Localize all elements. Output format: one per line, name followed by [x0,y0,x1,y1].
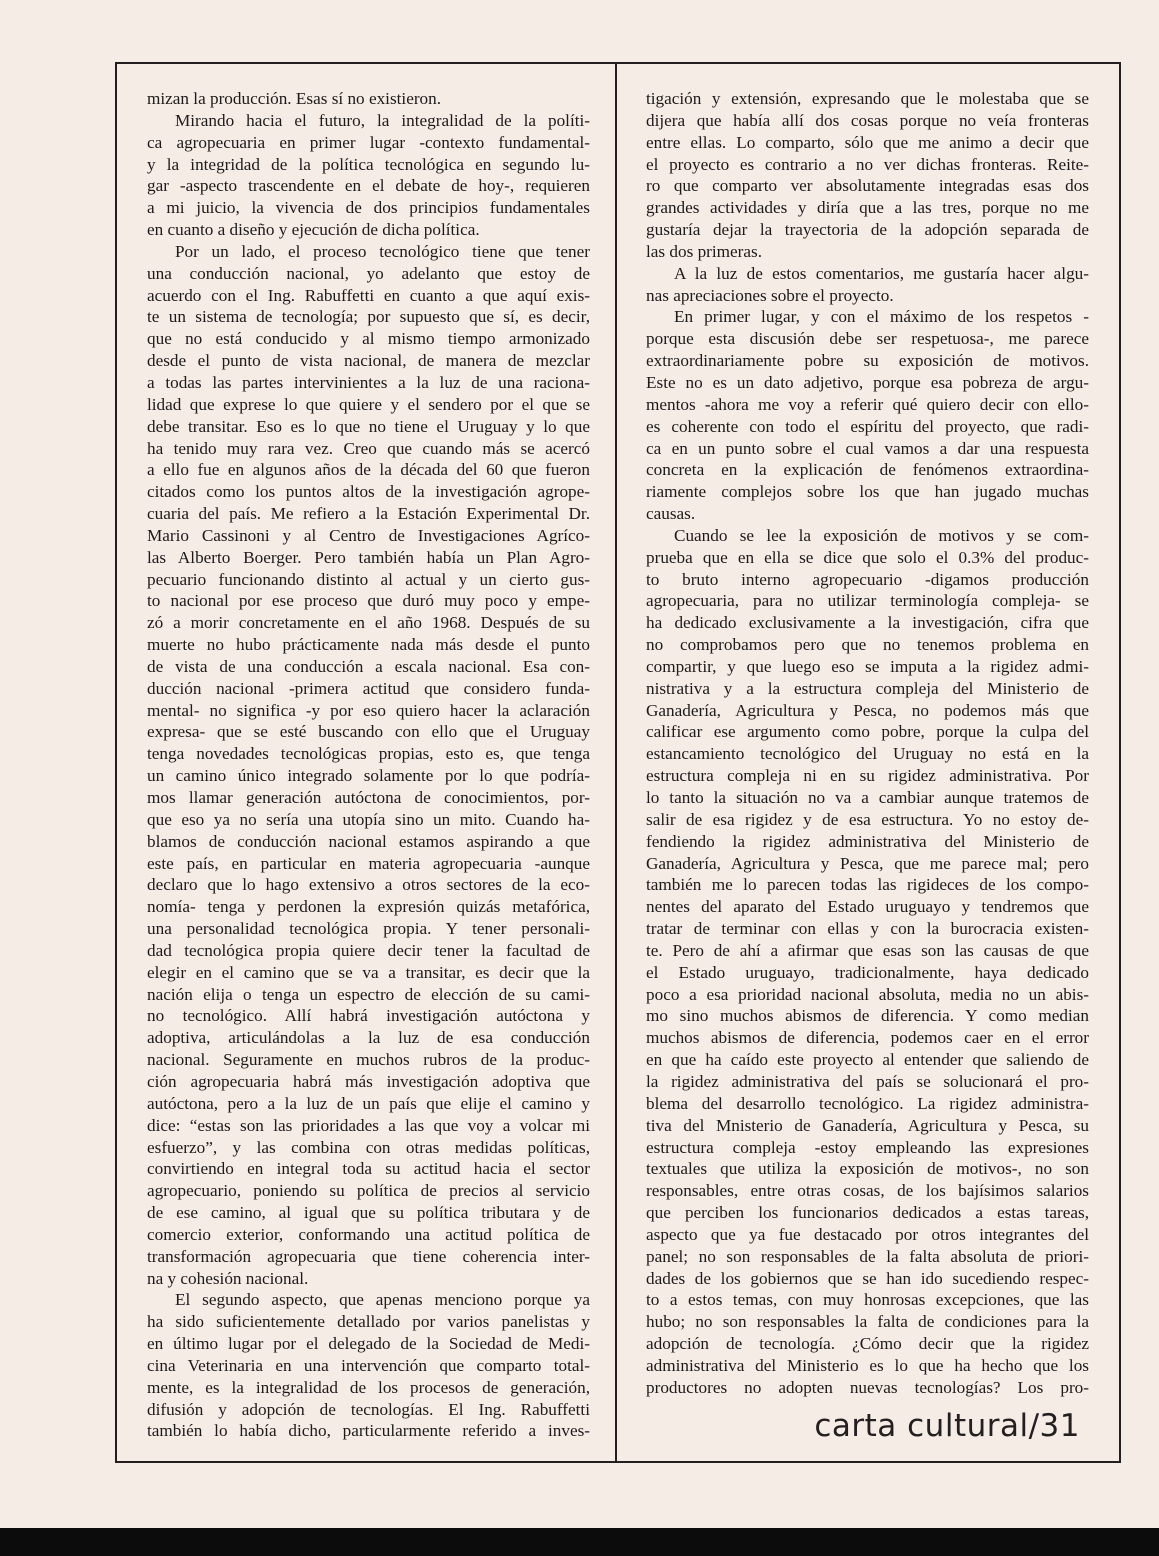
text-line: lidad que exprese lo que quiere y el sendero por el que se [147,394,590,414]
text-line: no tecnológico. Allí habrá investigación autóctona y [147,1006,590,1026]
text-line: blamos de conducción nacional estamos aspirando a que [147,831,590,851]
text-line: ca en un punto sobre el cual vamos a dar una respuesta [646,438,1089,458]
text-line: autóctona, pero a la luz de un país que elije el camino y [147,1093,590,1113]
text-line: El segundo aspecto, que apenas menciono porque ya [175,1290,590,1310]
text-line: fendiendo la rigidez administrativa del Ministerio de [646,831,1089,851]
text-line: que no está conducido y al mismo tiempo armonizado [147,329,590,349]
text-line: esfuerzo”, y las combina con otras medidas políticas, [147,1137,590,1157]
text-line: pecuario funcionando distinto al actual y un cierto gus- [147,569,590,589]
magazine-page-footer: carta cultural/31 [814,1408,1080,1444]
text-line: blema del desarrollo tecnológico. La rigidez administra- [646,1093,1089,1113]
text-line: agropecuaria, para no utilizar terminología compleja- se [646,591,1089,611]
text-line: Ganadería, Agricultura y Pesca, no podemos más que [646,700,1089,720]
text-line: prueba que en ella se dice que solo el 0.3% del produc- [646,547,1089,567]
text-line: en último lugar por el delegado de la Sociedad de Medi- [147,1334,590,1354]
text-line: el Estado uruguayo, tradicionalmente, haya dedicado [646,962,1089,982]
text-line: ro que comparto ver absolutamente integradas esas dos [646,176,1089,196]
text-line: un camino único integrado solamente por lo que podría- [147,766,590,786]
text-line: también lo había dicho, particularmente referido a inves- [147,1421,590,1441]
text-line: elegir en el camino que se va a transitar, es decir que la [147,962,590,982]
text-line: zó a morir concretamente en el año 1968. Después de su [147,613,590,633]
paragraph [147,88,590,110]
text-line: en que ha caído este proyecto al entender que saliendo de [646,1050,1089,1070]
text-line: Cuando se lee la exposición de motivos y se com- [674,525,1089,545]
text-line: mo sino muchos abismos de diferencia. Y como median [646,1006,1089,1026]
text-line: cina Veterinaria en una intervención que comparto total- [147,1355,590,1375]
text-line: citados como los puntos altos de la investigación agrope- [147,482,590,502]
text-line: ha tenido muy rara vez. Creo que cuando más se acercó [147,438,590,458]
text-line: estructura compleja ni en su rigidez administrativa. Por [646,766,1089,786]
text-line: este país, en particular en materia agropecuaria -aunque [147,853,590,873]
text-line: na y cohesión nacional. [147,1268,309,1288]
paragraph [147,110,590,241]
text-line: responsables, entre otras cosas, de los bajísimos salarios [646,1181,1089,1201]
text-line: Mario Cassinoni y al Centro de Investigaciones Agríco- [147,525,590,545]
text-line: difusión y adopción de tecnologías. El Ing. Rabuffetti [147,1399,590,1419]
text-line: adoptiva, articulándolas a la luz de esa conducción [147,1028,590,1048]
text-line: entre ellas. Lo comparto, sólo que me animo a decir que [646,132,1089,152]
text-line: A la luz de estos comentarios, me gustaría hacer algu- [674,263,1089,283]
text-line: ha dedicado exclusivamente a la investigación, cifra que [646,613,1089,633]
text-line: En primer lugar, y con el máximo de los respetos - [674,307,1089,327]
text-line: te. Pero de ahí a afirmar que esas son las causas de que [646,940,1089,960]
text-line: declaro que lo hago extensivo a otros sectores de la eco- [147,875,590,895]
text-line: Por un lado, el proceso tecnológico tiene que tener [175,241,590,261]
text-line: hubo; no son responsables la falta de condiciones para la [646,1312,1089,1332]
paragraph [646,88,1089,263]
text-line: adopción de tecnología. ¿Cómo decir que la rigidez [646,1334,1089,1354]
text-line: una personalidad tecnológica propia. Y tener personali- [147,919,590,939]
text-line: de vista de una conducción a escala nacional. Esa con- [147,656,590,676]
text-line: ha sido suficientemente detallado por varios panelistas y [147,1312,590,1332]
text-line: comercio exterior, conformando una actitud política de [147,1224,590,1244]
text-line: to bruto interno agropecuario -digamos producción [646,569,1089,589]
text-line: una conducción nacional, yo adelanto que estoy de [147,263,590,283]
text-line: mos llamar generación autóctona de conocimientos, por- [147,788,590,807]
text-line: lo tanto la situación no va a cambiar aunque tratemos de [646,788,1089,807]
text-line: estancamiento tecnológico del Uruguay no está en la [646,744,1089,764]
text-line: Este no es un dato adjetivo, porque esa pobreza de argu- [646,372,1089,392]
text-line: tigación y extensión, expresando que le molestaba que se [646,89,1089,108]
text-line: no comprobamos pero que no tenemos problema en [646,635,1089,655]
text-line: calificar ese argumento como pobre, porque la culpa del [646,722,1089,742]
text-line: dad tecnológica propia quiere decir tener la facultad de [147,940,590,960]
text-line: Mirando hacia el futuro, la integralidad de la políti- [175,110,590,130]
text-line: poco a esa prioridad nacional absoluta, media no un abis- [646,984,1089,1004]
text-line: las Alberto Boerger. Pero también había un Plan Agro- [147,547,590,567]
text-line: salir de esa rigidez y de esa estructura. Yo no estoy de- [646,809,1089,829]
text-line: ción agropecuaria habrá más investigación adoptiva que [147,1071,590,1091]
text-line: que perciben los funcionarios dedicados a estas tareas, [646,1203,1089,1223]
text-line: estructura compleja -estoy empleando las expresiones [646,1137,1089,1157]
text-line: dice: “estas son las prioridades a las que voy a volcar mi [147,1115,590,1135]
text-line: desde el punto de vista nacional, de manera de mezclar [147,351,590,371]
text-line: también me lo parecen todas las rigideces de los compo- [646,875,1089,895]
text-line: causas. [646,504,696,524]
text-line: mentos -ahora me voy a referir qué quiero decir con ello- [646,394,1089,414]
text-line: ducción nacional -primera actitud que considero funda- [147,678,590,698]
text-line: mental- no significa -y por eso quiero hacer la aclaración [147,700,590,720]
text-line: tiva del Mnisterio de Ganadería, Agricultura y Pesca, su [646,1115,1089,1135]
text-line: porque esta discusión debe ser respetuosa-, me parece [646,329,1089,349]
paragraph [646,306,1089,524]
text-line: muchos abismos de diferencia, podemos caer en el error [646,1028,1089,1048]
text-line: expresa- que se esté buscando con ello que el Uruguay [147,722,590,742]
text-line: en cuanto a diseño y ejecución de dicha política. [147,220,480,240]
text-line: to nacional por ese proceso que duró muy poco y empe- [147,591,590,611]
text-line: acuerdo con el Ing. Rabuffetti en cuanto a que aquí exis- [147,285,590,305]
text-line: mizan la producción. Esas sí no existieron. [147,89,442,108]
text-column-left [147,88,590,1442]
scan-bottom-edge [0,1528,1159,1556]
text-line: tratar de terminar con ellas y con la burocracia existen- [646,919,1089,939]
text-line: Ganadería, Agricultura y Pesca, que me parece mal; pero [646,853,1089,873]
text-line: y la integridad de la política tecnológica en segundo lu- [147,154,590,174]
text-line: riamente complejos sobre los que han jugado muchas [646,482,1089,502]
column-divider [615,62,617,1463]
text-line: nacional. Seguramente en muchos rubros de la produc- [147,1050,590,1070]
text-line: administrativa del Ministerio es lo que ha hecho que los [646,1355,1089,1375]
text-line: que eso ya no sería una utopía sino un mito. Cuando ha- [147,809,590,829]
text-line: las dos primeras. [646,241,762,261]
text-line: es coherente con todo el espíritu del proyecto, que radi- [646,416,1089,436]
text-line: nación elija o tenga un espectro de elección de su cami- [147,984,590,1004]
text-line: nentes del aparato del Estado uruguayo y tendremos que [646,897,1089,917]
text-line: agropecuario, poniendo su política de precios al servicio [147,1181,590,1201]
text-line: te un sistema de tecnología; por supuesto que sí, es decir, [147,307,590,327]
text-line: productores no adopten nuevas tecnologías? Los pro- [646,1377,1089,1397]
text-line: panel; no son responsables de la falta absoluta de priori- [646,1246,1089,1266]
paragraph [646,525,1089,1399]
text-line: cuaria del país. Me refiero a la Estación Experimental Dr. [147,504,590,524]
text-line: aspecto que ya fue destacado por otros integrantes del [646,1224,1089,1244]
text-line: muerte no hubo prácticamente nada más desde el punto [147,635,590,655]
text-line: compartir, y que luego eso se imputa a la rigidez admi- [646,656,1089,676]
text-line: a ello fue en algunos años de la década del 60 que fueron [147,460,590,480]
text-line: a mi juicio, la vivencia de dos principios fundamentales [147,198,590,218]
text-line: convirtiendo en integral toda su actitud hacia el sector [147,1159,590,1179]
text-line: debe transitar. Eso es lo que no tiene el Uruguay y lo que [147,416,590,436]
paragraph [646,263,1089,307]
text-line: extraordinariamente pobre su exposición de motivos. [646,351,1089,371]
paragraph [147,241,590,1290]
text-line: dades de los gobiernos que se han ido sucediendo respec- [646,1268,1089,1288]
paragraph [147,1289,590,1442]
text-line: to a estos temas, con muy honrosas excepciones, que las [646,1290,1089,1310]
text-line: nistrativa y a la estructura compleja del Ministerio de [646,678,1089,698]
text-line: ca agropecuaria en primer lugar -contexto fundamental- [147,132,590,152]
text-line: grandes actividades y diría que a las tres, porque no me [646,198,1089,218]
text-line: nomía- tenga y perdonen la expresión quizás metafórica, [147,897,590,917]
text-line: concreta en la explicación de fenómenos extraordina- [646,460,1089,480]
text-line: transformación agropecuaria que tiene coherencia inter- [147,1246,590,1266]
text-line: de ese camino, al igual que su política tributara y de [147,1203,590,1223]
text-line: a todas las partes intervinientes a la luz de una raciona- [147,372,590,392]
text-line: tenga novedades tecnológicas propias, esto es, que tenga [147,744,590,764]
text-line: la rigidez administrativa del país se solucionará el pro- [646,1071,1089,1091]
text-line: gar -aspecto trascendente en el debate de hoy-, requieren [147,176,590,196]
text-line: textuales que utiliza la exposición de motivos-, no son [646,1159,1089,1179]
text-line: el proyecto es contrario a no ver dichas fronteras. Reite- [646,154,1089,174]
text-line: dijera que había allí dos cosas porque no veía fronteras [646,110,1089,130]
text-column-right [646,88,1089,1399]
text-line: mente, es la integralidad de los procesos de generación, [147,1377,590,1397]
text-line: gustaría dejar la trayectoria de la adopción separada de [646,220,1089,240]
text-line: nas apreciaciones sobre el proyecto. [646,285,894,305]
